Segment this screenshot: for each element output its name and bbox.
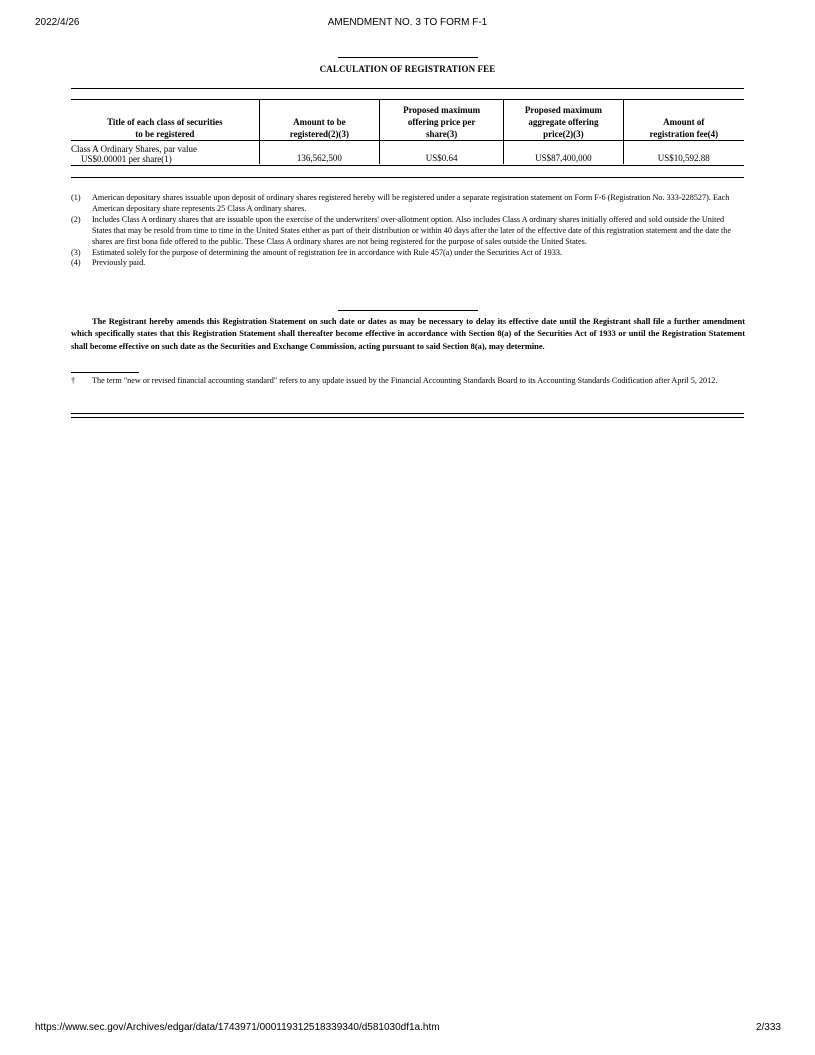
delaying-amendment-legend: The Registrant hereby amends this Registration Statement on such date or dates as may be necessary to delay its effective date until the Registrant shall file a further amendment which specifically states that this Registration Statement shall thereafter become effective in accordance with Section 8(a) of the Securities Act of 1933 or until the Registration Statement shall become effective on such date as the Securities and Exchange Commission, acting pursuant to said Section 8(a), may determine. (71, 317, 745, 351)
table-row (71, 141, 744, 165)
cell-aggregate-price: US$87,400,000 (504, 141, 623, 165)
table-bottom-rule-2 (71, 177, 744, 178)
table-top-rule-1 (71, 88, 744, 89)
col-header-amount: Amount to be registered(2)(3) (259, 100, 379, 141)
legend-separator-rule (338, 310, 478, 311)
footnote: (2) Includes Class A ordinary shares that are issuable upon the exercise of the underwriters' over-allotment option. Also includes Class A ordinary shares initially offered and sold outside the United States that may be resold from time to time in the United States either as part of their distribution or within 40 days after the later of the effective date of this registration statement and the date the shares are first bona fide offered to the public. These Class A ordinary shares are not being registered for the purpose of sales outside the United States. (71, 214, 731, 246)
cell-security-class: Class A Ordinary Shares, par value US$0.00001 per share(1) (71, 144, 197, 164)
page-number: 2/333 (755, 1022, 781, 1033)
source-url: https://www.sec.gov/Archives/edgar/data/1743971/000119312518339340/d581030df1a.htm (35, 1022, 440, 1033)
dagger-note-rule (71, 372, 139, 373)
col-header-price-per-share: Proposed maximum offering price per share(3) (380, 100, 504, 141)
cell-price-per-share: US$0.64 (380, 141, 504, 165)
table-bottom-rule-1 (71, 165, 744, 166)
col-header-title: Title of each class of securities to be registered (71, 100, 259, 141)
col-header-aggregate-price: Proposed maximum aggregate offering price(2)(3) (504, 100, 623, 141)
document-title: AMENDMENT NO. 3 TO FORM F-1 (327, 17, 488, 28)
col-header-fee: Amount of registration fee(4) (623, 100, 744, 141)
footnotes (71, 193, 745, 269)
print-date: 2022/4/26 (35, 17, 80, 28)
title-top-rule (338, 57, 478, 58)
footnote: (3) Estimated solely for the purpose of determining the amount of registration fee in accordance with Rule 457(a) under the Securities Act of 1933. (71, 247, 562, 257)
registration-fee-table (71, 100, 744, 164)
dagger-footnote (71, 375, 745, 387)
footnote: (4) Previously paid. (71, 258, 146, 268)
footnote: (1) American depositary shares issuable upon deposit of ordinary shares registered hereby will be registered under a separate registration statement on Form F-6 (Registration No. 333-228527). Each American depositary share represents 25 Class A ordinary shares. (71, 193, 730, 213)
cell-fee: US$10,592.88 (623, 141, 744, 165)
cell-amount: 136,562,500 (259, 141, 379, 165)
page-end-rule-2 (71, 417, 744, 418)
section-title: CALCULATION OF REGISTRATION FEE (319, 64, 496, 74)
page-end-rule-1 (71, 413, 744, 414)
dagger-symbol: † (71, 376, 76, 385)
dagger-footnote-text: The term "new or revised financial accounting standard" refers to any update issued by the Financial Accounting Standards Board to its Accounting Standards Codification after April 5, 2012. (92, 376, 718, 385)
